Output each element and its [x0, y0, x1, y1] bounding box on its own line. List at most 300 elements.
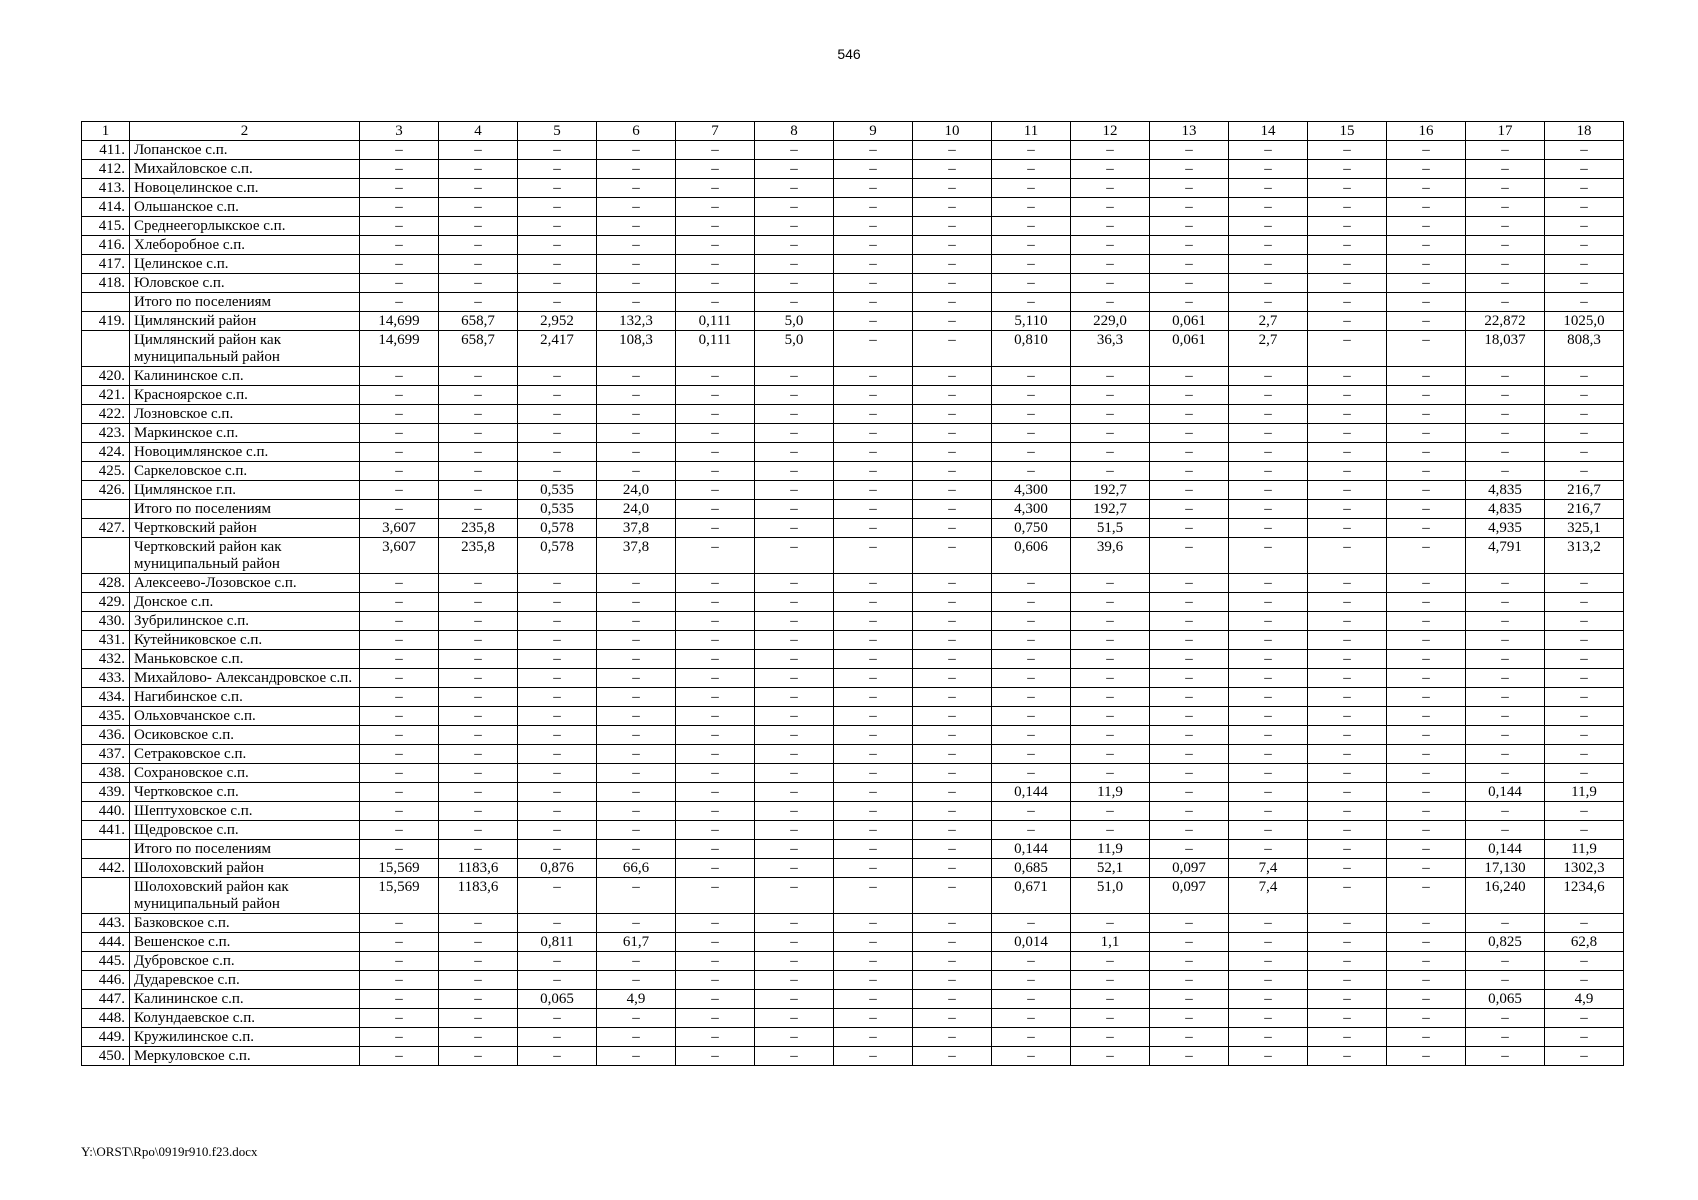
cell-value: – — [1229, 255, 1308, 274]
cell-value: – — [755, 500, 834, 519]
table-row — [82, 840, 1624, 859]
cell-value: 2,7 — [1229, 331, 1308, 367]
cell-value: – — [360, 990, 439, 1009]
cell-value: – — [834, 971, 913, 990]
cell-value: – — [1466, 462, 1545, 481]
cell-value: – — [1466, 726, 1545, 745]
cell-value: 192,7 — [1071, 481, 1150, 500]
cell-value: – — [834, 424, 913, 443]
cell-value: 4,9 — [597, 990, 676, 1009]
cell-value: – — [755, 367, 834, 386]
cell-value: – — [1308, 236, 1387, 255]
cell-value: 216,7 — [1545, 500, 1624, 519]
cell-value: – — [676, 821, 755, 840]
cell-value: – — [992, 217, 1071, 236]
cell-value: – — [913, 859, 992, 878]
cell-value: – — [1387, 840, 1466, 859]
cell-value: – — [518, 1047, 597, 1066]
cell-value: – — [439, 405, 518, 424]
cell-value: – — [1308, 367, 1387, 386]
cell-value: – — [1466, 593, 1545, 612]
cell-value: – — [1150, 593, 1229, 612]
cell-value: – — [360, 160, 439, 179]
cell-value: – — [360, 707, 439, 726]
cell-value: 1183,6 — [439, 878, 518, 914]
cell-value: 5,110 — [992, 312, 1071, 331]
cell-value: – — [439, 293, 518, 312]
cell-value: – — [597, 424, 676, 443]
cell-value: – — [676, 971, 755, 990]
cell-value: – — [1387, 574, 1466, 593]
cell-value: – — [913, 500, 992, 519]
cell-value: – — [1387, 443, 1466, 462]
cell-value: – — [1308, 726, 1387, 745]
cell-value: – — [1387, 631, 1466, 650]
cell-value: 0,811 — [518, 933, 597, 952]
cell-value: – — [1387, 878, 1466, 914]
cell-value: – — [1229, 783, 1308, 802]
cell-value: – — [755, 255, 834, 274]
cell-value: – — [439, 217, 518, 236]
cell-value: – — [1308, 764, 1387, 783]
cell-value: – — [676, 538, 755, 574]
row-number — [82, 538, 130, 574]
row-number: 431. — [82, 631, 130, 650]
cell-value: – — [518, 367, 597, 386]
cell-value: 22,872 — [1466, 312, 1545, 331]
cell-value: – — [676, 424, 755, 443]
cell-value: – — [1308, 631, 1387, 650]
cell-value: – — [1466, 914, 1545, 933]
cell-value: 313,2 — [1545, 538, 1624, 574]
cell-value: – — [992, 1009, 1071, 1028]
cell-value: – — [1229, 840, 1308, 859]
cell-value: – — [597, 405, 676, 424]
cell-value: – — [1071, 141, 1150, 160]
cell-value: 132,3 — [597, 312, 676, 331]
cell-value: 0,097 — [1150, 859, 1229, 878]
cell-value: – — [1150, 669, 1229, 688]
cell-value: – — [913, 783, 992, 802]
cell-value: – — [1466, 952, 1545, 971]
table-row — [82, 424, 1624, 443]
cell-value: – — [913, 424, 992, 443]
cell-value: – — [1308, 990, 1387, 1009]
cell-value: – — [1308, 217, 1387, 236]
cell-value: – — [755, 688, 834, 707]
row-number: 419. — [82, 312, 130, 331]
cell-value: – — [1308, 933, 1387, 952]
row-number: 428. — [82, 574, 130, 593]
cell-value: – — [755, 405, 834, 424]
cell-value: – — [676, 462, 755, 481]
cell-value: 37,8 — [597, 519, 676, 538]
table-body — [82, 122, 1624, 1066]
cell-value: – — [1308, 500, 1387, 519]
cell-value: – — [755, 971, 834, 990]
cell-value: – — [1229, 236, 1308, 255]
cell-value: – — [1071, 236, 1150, 255]
cell-value: – — [439, 688, 518, 707]
table-row — [82, 386, 1624, 405]
column-header-16: 16 — [1387, 122, 1466, 141]
cell-value: – — [1466, 293, 1545, 312]
cell-value: 3,607 — [360, 519, 439, 538]
cell-value: – — [1545, 255, 1624, 274]
cell-value: 0,065 — [518, 990, 597, 1009]
cell-value: – — [1387, 650, 1466, 669]
cell-value: – — [597, 952, 676, 971]
cell-value: – — [676, 367, 755, 386]
cell-value: – — [1071, 367, 1150, 386]
row-number: 436. — [82, 726, 130, 745]
cell-value: – — [1545, 217, 1624, 236]
cell-value: – — [1387, 274, 1466, 293]
table-row — [82, 312, 1624, 331]
cell-value: – — [755, 669, 834, 688]
cell-value: – — [755, 840, 834, 859]
cell-value: – — [518, 971, 597, 990]
cell-value: – — [755, 179, 834, 198]
row-name: Чертковский район как муниципальный район — [130, 538, 360, 574]
cell-value: – — [992, 443, 1071, 462]
cell-value: – — [1071, 179, 1150, 198]
cell-value: – — [1466, 255, 1545, 274]
cell-value: 37,8 — [597, 538, 676, 574]
cell-value: – — [755, 198, 834, 217]
cell-value: – — [1466, 236, 1545, 255]
cell-value: – — [676, 859, 755, 878]
cell-value: – — [676, 255, 755, 274]
cell-value: – — [439, 726, 518, 745]
row-number: 413. — [82, 179, 130, 198]
cell-value: – — [1150, 160, 1229, 179]
cell-value: – — [439, 764, 518, 783]
cell-value: – — [755, 274, 834, 293]
cell-value: – — [518, 764, 597, 783]
cell-value: – — [518, 160, 597, 179]
cell-value: – — [676, 783, 755, 802]
cell-value: – — [755, 914, 834, 933]
table-row — [82, 764, 1624, 783]
cell-value: – — [1545, 424, 1624, 443]
cell-value: – — [518, 707, 597, 726]
cell-value: – — [518, 840, 597, 859]
cell-value: – — [1150, 538, 1229, 574]
cell-value: – — [1308, 519, 1387, 538]
cell-value: – — [992, 802, 1071, 821]
cell-value: – — [1229, 802, 1308, 821]
row-name: Сетраковское с.п. — [130, 745, 360, 764]
cell-value: – — [518, 726, 597, 745]
cell-value: – — [992, 650, 1071, 669]
cell-value: – — [992, 593, 1071, 612]
cell-value: – — [439, 574, 518, 593]
cell-value: – — [360, 198, 439, 217]
cell-value: – — [518, 424, 597, 443]
cell-value: – — [1150, 141, 1229, 160]
cell-value: – — [992, 688, 1071, 707]
column-header-17: 17 — [1466, 122, 1545, 141]
cell-value: – — [597, 1028, 676, 1047]
cell-value: – — [439, 840, 518, 859]
cell-value: – — [1229, 952, 1308, 971]
cell-value: – — [834, 141, 913, 160]
cell-value: 24,0 — [597, 481, 676, 500]
cell-value: – — [834, 386, 913, 405]
cell-value: – — [992, 1028, 1071, 1047]
cell-value: 11,9 — [1071, 840, 1150, 859]
cell-value: – — [518, 293, 597, 312]
cell-value: – — [913, 160, 992, 179]
cell-value: – — [1387, 859, 1466, 878]
cell-value: – — [439, 745, 518, 764]
cell-value: – — [1545, 971, 1624, 990]
cell-value: – — [1229, 500, 1308, 519]
cell-value: – — [518, 574, 597, 593]
cell-value: 0,685 — [992, 859, 1071, 878]
cell-value: 216,7 — [1545, 481, 1624, 500]
cell-value: 0,144 — [1466, 783, 1545, 802]
cell-value: – — [1387, 688, 1466, 707]
row-name: Ольшанское с.п. — [130, 198, 360, 217]
row-name: Колундаевское с.п. — [130, 1009, 360, 1028]
cell-value: – — [676, 519, 755, 538]
cell-value: – — [439, 914, 518, 933]
column-header-12: 12 — [1071, 122, 1150, 141]
cell-value: – — [676, 217, 755, 236]
cell-value: 0,061 — [1150, 331, 1229, 367]
cell-value: 1,1 — [1071, 933, 1150, 952]
cell-value: – — [913, 274, 992, 293]
cell-value: – — [597, 821, 676, 840]
cell-value: – — [834, 312, 913, 331]
cell-value: – — [597, 367, 676, 386]
cell-value: 1234,6 — [1545, 878, 1624, 914]
cell-value: – — [360, 481, 439, 500]
column-header-15: 15 — [1308, 122, 1387, 141]
cell-value: 1025,0 — [1545, 312, 1624, 331]
cell-value: – — [1387, 236, 1466, 255]
cell-value: – — [1545, 160, 1624, 179]
cell-value: – — [1150, 1009, 1229, 1028]
cell-value: – — [834, 878, 913, 914]
cell-value: – — [676, 840, 755, 859]
row-name: Цимлянское г.п. — [130, 481, 360, 500]
cell-value: – — [676, 500, 755, 519]
cell-value: – — [1229, 726, 1308, 745]
cell-value: – — [1466, 386, 1545, 405]
cell-value: – — [1150, 424, 1229, 443]
cell-value: – — [439, 1009, 518, 1028]
cell-value: – — [913, 443, 992, 462]
cell-value: – — [1150, 179, 1229, 198]
cell-value: – — [1387, 707, 1466, 726]
row-name: Чертковский район — [130, 519, 360, 538]
row-name: Кутейниковское с.п. — [130, 631, 360, 650]
cell-value: – — [597, 236, 676, 255]
row-name: Щедровское с.п. — [130, 821, 360, 840]
cell-value: – — [1071, 160, 1150, 179]
cell-value: – — [597, 726, 676, 745]
row-number — [82, 331, 130, 367]
cell-value: – — [1545, 802, 1624, 821]
cell-value: – — [1308, 274, 1387, 293]
cell-value: – — [834, 160, 913, 179]
cell-value: – — [1071, 688, 1150, 707]
cell-value: – — [1229, 971, 1308, 990]
cell-value: 51,5 — [1071, 519, 1150, 538]
cell-value: – — [676, 236, 755, 255]
cell-value: – — [1387, 519, 1466, 538]
cell-value: – — [1387, 593, 1466, 612]
cell-value: – — [597, 802, 676, 821]
cell-value: – — [834, 707, 913, 726]
cell-value: – — [755, 745, 834, 764]
cell-value: – — [913, 707, 992, 726]
row-name: Михайловское с.п. — [130, 160, 360, 179]
cell-value: – — [676, 914, 755, 933]
cell-value: – — [360, 952, 439, 971]
cell-value: 4,835 — [1466, 500, 1545, 519]
cell-value: – — [992, 631, 1071, 650]
cell-value: – — [1466, 821, 1545, 840]
cell-value: – — [1387, 745, 1466, 764]
cell-value: – — [913, 217, 992, 236]
cell-value: – — [1308, 462, 1387, 481]
cell-value: – — [597, 878, 676, 914]
cell-value: – — [1071, 914, 1150, 933]
row-number: 437. — [82, 745, 130, 764]
cell-value: – — [1229, 745, 1308, 764]
row-number: 445. — [82, 952, 130, 971]
cell-value: – — [1229, 179, 1308, 198]
table-row — [82, 783, 1624, 802]
cell-value: – — [1308, 914, 1387, 933]
cell-value: – — [1387, 179, 1466, 198]
cell-value: – — [676, 990, 755, 1009]
cell-value: – — [1071, 971, 1150, 990]
row-number: 414. — [82, 198, 130, 217]
cell-value: – — [518, 952, 597, 971]
cell-value: – — [1387, 612, 1466, 631]
cell-value: – — [755, 1047, 834, 1066]
cell-value: – — [597, 593, 676, 612]
cell-value: – — [597, 293, 676, 312]
cell-value: – — [1466, 443, 1545, 462]
cell-value: – — [1308, 179, 1387, 198]
table-row — [82, 688, 1624, 707]
cell-value: – — [360, 293, 439, 312]
cell-value: – — [1545, 745, 1624, 764]
cell-value: – — [360, 821, 439, 840]
cell-value: – — [755, 293, 834, 312]
cell-value: – — [1150, 650, 1229, 669]
cell-value: – — [834, 481, 913, 500]
row-name: Кружилинское с.п. — [130, 1028, 360, 1047]
row-number: 418. — [82, 274, 130, 293]
cell-value: – — [518, 745, 597, 764]
cell-value: – — [1308, 707, 1387, 726]
cell-value: – — [1150, 367, 1229, 386]
cell-value: – — [597, 631, 676, 650]
row-name: Цимлянский район как муниципальный район — [130, 331, 360, 367]
table-row — [82, 538, 1624, 574]
cell-value: – — [676, 574, 755, 593]
cell-value: – — [1308, 1047, 1387, 1066]
cell-value: – — [1308, 859, 1387, 878]
cell-value: – — [597, 274, 676, 293]
cell-value: – — [755, 821, 834, 840]
row-name: Цимлянский район — [130, 312, 360, 331]
cell-value: – — [1229, 1009, 1308, 1028]
cell-value: – — [1308, 538, 1387, 574]
cell-value: – — [1308, 405, 1387, 424]
cell-value: – — [1387, 802, 1466, 821]
cell-value: – — [1229, 1047, 1308, 1066]
cell-value: – — [1071, 405, 1150, 424]
cell-value: – — [834, 726, 913, 745]
cell-value: – — [518, 878, 597, 914]
cell-value: – — [1229, 612, 1308, 631]
cell-value: – — [1150, 443, 1229, 462]
data-table — [81, 121, 1624, 1066]
row-name: Шолоховский район — [130, 859, 360, 878]
row-name: Среднеегорлыкское с.п. — [130, 217, 360, 236]
cell-value: – — [913, 312, 992, 331]
cell-value: – — [1545, 141, 1624, 160]
row-number: 439. — [82, 783, 130, 802]
cell-value: – — [1387, 1009, 1466, 1028]
cell-value: 11,9 — [1545, 840, 1624, 859]
cell-value: – — [755, 481, 834, 500]
cell-value: – — [1308, 198, 1387, 217]
row-number: 432. — [82, 650, 130, 669]
table-row — [82, 141, 1624, 160]
cell-value: – — [913, 840, 992, 859]
cell-value: – — [518, 141, 597, 160]
row-number — [82, 878, 130, 914]
cell-value: – — [1150, 821, 1229, 840]
cell-value: – — [834, 745, 913, 764]
cell-value: – — [755, 217, 834, 236]
cell-value: – — [1150, 971, 1229, 990]
cell-value: – — [360, 367, 439, 386]
row-number: 448. — [82, 1009, 130, 1028]
cell-value: – — [913, 293, 992, 312]
cell-value: – — [1150, 574, 1229, 593]
row-name: Итого по поселениям — [130, 293, 360, 312]
cell-value: – — [1229, 519, 1308, 538]
cell-value: – — [360, 914, 439, 933]
cell-value: – — [992, 669, 1071, 688]
cell-value: – — [1387, 821, 1466, 840]
cell-value: – — [913, 481, 992, 500]
cell-value: – — [913, 1047, 992, 1066]
cell-value: – — [755, 802, 834, 821]
cell-value: – — [1229, 538, 1308, 574]
cell-value: – — [439, 255, 518, 274]
cell-value: – — [1387, 914, 1466, 933]
cell-value: – — [1387, 405, 1466, 424]
cell-value: – — [992, 612, 1071, 631]
cell-value: 62,8 — [1545, 933, 1624, 952]
cell-value: – — [1466, 217, 1545, 236]
cell-value: – — [518, 821, 597, 840]
column-header-row — [82, 122, 1624, 141]
cell-value: 66,6 — [597, 859, 676, 878]
cell-value: – — [1150, 688, 1229, 707]
